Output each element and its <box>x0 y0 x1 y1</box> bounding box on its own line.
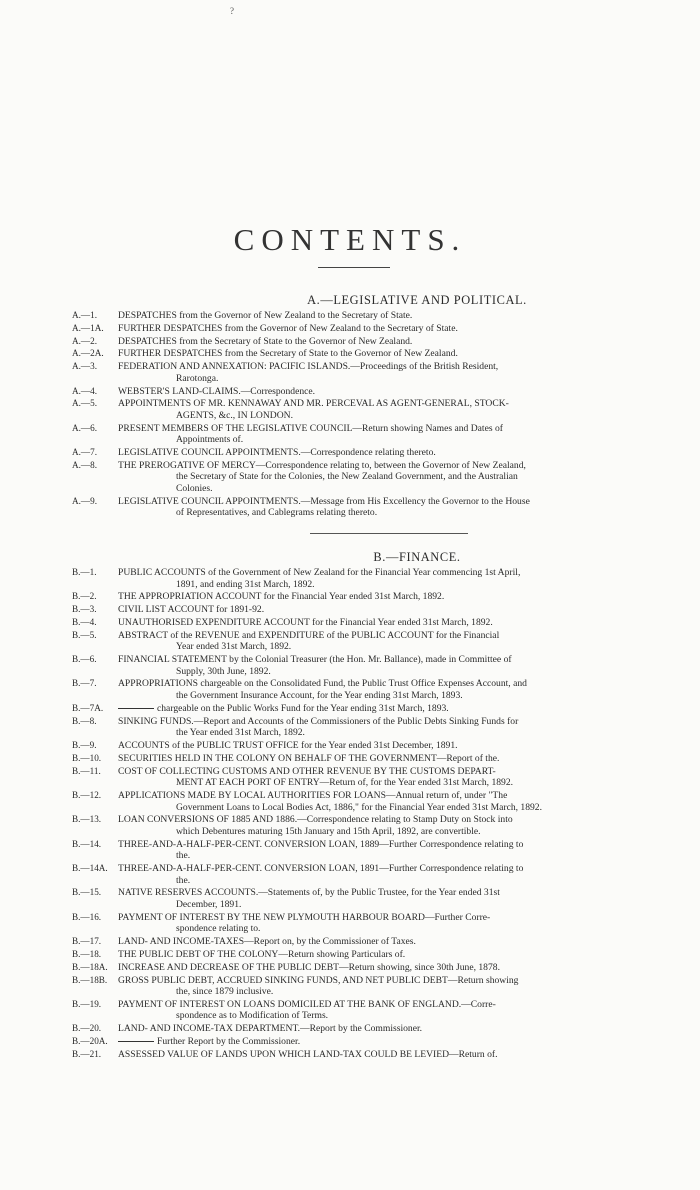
entry-code: A.—6. <box>72 422 98 433</box>
entry-code: B.—3. <box>72 604 97 615</box>
entry-code: A.—3. <box>72 361 98 372</box>
contents-entry <box>72 310 692 322</box>
entry-code: B.—17. <box>72 936 102 947</box>
entry-text <box>118 447 692 459</box>
contents-entry <box>72 703 692 715</box>
entry-code: A.—8. <box>72 459 98 470</box>
entry-code: B.—10. <box>72 752 102 763</box>
entry-line: COST OF COLLECTING CUSTOMS AND OTHER REVENUE BY THE CUSTOMS DEPART- <box>118 765 496 777</box>
entry-line: PRESENT MEMBERS OF THE LEGISLATIVE COUNCIL—Return showing Names and Dates of <box>118 422 503 434</box>
contents-entry <box>72 1023 692 1035</box>
contents-entry <box>72 496 692 519</box>
entry-line: APPROPRIATIONS chargeable on the Consolidated Fund, the Public Trust Office Expenses Account, and <box>118 678 527 690</box>
section-legislative <box>72 290 692 1062</box>
entry-text <box>118 591 692 603</box>
entry-line: PUBLIC ACCOUNTS of the Government of New Zealand for the Financial Year commencing 1st April, <box>118 566 521 578</box>
entry-text <box>118 323 692 335</box>
entry-line: PAYMENT OF INTEREST ON LOANS DOMICILED AT THE BANK OF ENGLAND.—Corre- <box>118 998 496 1010</box>
entry-text <box>118 1049 692 1061</box>
entry-code: B.—20. <box>72 1023 102 1034</box>
entry-text <box>118 567 692 590</box>
entry-continuation-line: which Debentures maturing 15th January and 15th April, 1892, are convertible. <box>176 825 481 837</box>
contents-entry <box>72 975 692 998</box>
entry-code: B.—9. <box>72 739 97 750</box>
entry-continuation-line: Year ended 31st March, 1892. <box>176 641 292 653</box>
entry-line: FEDERATION AND ANNEXATION: PACIFIC ISLANDS.—Proceedings of the British Resident, <box>118 361 499 373</box>
entry-text <box>118 398 692 421</box>
contents-entry <box>72 839 692 862</box>
entry-text <box>118 839 692 862</box>
entry-line: NATIVE RESERVES ACCOUNTS.—Statements of, by the Public Trustee, for the Year ended 31st <box>118 887 500 899</box>
entry-text <box>118 740 692 752</box>
entry-text <box>118 814 692 837</box>
entry-line: LAND- AND INCOME-TAX DEPARTMENT.—Report by the Commissioner. <box>118 1023 423 1035</box>
entry-text <box>118 766 692 789</box>
entry-text <box>118 386 692 398</box>
section-heading: B.—FINANCE. <box>373 549 461 564</box>
entry-code: A.—1A. <box>72 322 104 333</box>
entry-continuation-line: the Government Insurance Account, for the Year ending 31st March, 1893. <box>176 690 463 702</box>
entry-text <box>118 936 692 948</box>
entry-list <box>72 310 692 519</box>
entry-text <box>118 678 692 701</box>
entry-continuation-line: Supply, 30th June, 1892. <box>176 665 271 677</box>
entry-continuation-line: the, since 1879 inclusive. <box>176 986 274 998</box>
entry-line: PAYMENT OF INTEREST BY THE NEW PLYMOUTH HARBOUR BOARD—Further Corre- <box>118 911 491 923</box>
entry-text <box>118 1023 692 1035</box>
contents-entry <box>72 398 692 421</box>
entry-line: WEBSTER'S LAND-CLAIMS.—Correspondence. <box>118 385 316 397</box>
entry-line: LAND- AND INCOME-TAXES—Report on, by the Commissioner of Taxes. <box>118 936 416 948</box>
contents-entry <box>72 949 692 961</box>
entry-continuation-line: Appointments of. <box>176 434 244 446</box>
entry-line: ABSTRACT of the REVENUE and EXPENDITURE of the PUBLIC ACCOUNT for the Financial <box>118 629 500 641</box>
entry-line: FINANCIAL STATEMENT by the Colonial Treasurer (the Hon. Mr. Ballance), made in Committee of <box>118 654 512 666</box>
entry-text <box>118 348 692 360</box>
entry-line: FURTHER DESPATCHES from the Secretary of State to the Governor of New Zealand. <box>118 348 458 360</box>
entry-text <box>118 310 692 322</box>
entry-code: B.—15. <box>72 887 102 898</box>
entry-code: B.—18. <box>72 948 102 959</box>
entry-code: B.—2. <box>72 591 97 602</box>
entry-line: THE PREROGATIVE OF MERCY—Correspondence relating to, between the Governor of New Zealand, <box>118 459 526 471</box>
entry-text <box>118 863 692 886</box>
entry-line: Further Report by the Commissioner. <box>118 1036 300 1047</box>
entry-code: A.—4. <box>72 385 98 396</box>
entry-continuation-line: Government Loans to Local Bodies Act, 1886," for the Financial Year ended 31st March, 1892. <box>176 801 543 813</box>
entry-text <box>118 361 692 384</box>
contents-entry <box>72 999 692 1022</box>
entry-line: chargeable on the Public Works Fund for the Year ending 31st March, 1893. <box>118 703 449 714</box>
entry-code: B.—6. <box>72 654 97 665</box>
entry-text <box>118 604 692 616</box>
entry-line: ACCOUNTS of the PUBLIC TRUST OFFICE for the Year ended 31st December, 1891. <box>118 739 458 751</box>
entry-line: INCREASE AND DECREASE OF THE PUBLIC DEBT—Return showing, since 30th June, 1878. <box>118 961 500 973</box>
entry-text <box>118 617 692 629</box>
entry-code: B.—18B. <box>72 974 108 985</box>
ditto-dash <box>118 708 154 709</box>
entry-text <box>118 716 692 739</box>
entry-text <box>118 912 692 935</box>
contents-entry <box>72 567 692 590</box>
entry-code: B.—14. <box>72 838 102 849</box>
contents-entry <box>72 323 692 335</box>
contents-entry <box>72 962 692 974</box>
section-heading: A.—LEGISLATIVE AND POLITICAL. <box>307 293 527 307</box>
entry-line: APPLICATIONS MADE BY LOCAL AUTHORITIES FOR LOANS—Annual return of, under "The <box>118 789 508 801</box>
entry-code: B.—11. <box>72 765 101 776</box>
entry-code: B.—14A. <box>72 863 108 874</box>
contents-entry <box>72 1049 692 1061</box>
entry-line: UNAUTHORISED EXPENDITURE ACCOUNT for the Financial Year ended 31st March, 1892. <box>118 616 493 628</box>
contents-entry <box>72 591 692 603</box>
contents-entry <box>72 753 692 765</box>
contents-entry <box>72 936 692 948</box>
ditto-dash <box>118 1041 154 1042</box>
contents-entry <box>72 423 692 446</box>
entry-line: GROSS PUBLIC DEBT, ACCRUED SINKING FUNDS, AND NET PUBLIC DEBT—Return showing <box>118 974 519 986</box>
contents-entry <box>72 912 692 935</box>
entry-continuation-line: spondence relating to. <box>176 923 261 935</box>
entry-code: A.—7. <box>72 447 98 458</box>
entry-text <box>118 753 692 765</box>
contents-entry <box>72 604 692 616</box>
entry-line: ASSESSED VALUE OF LANDS UPON WHICH LAND-TAX COULD BE LEVIED—Return of. <box>118 1048 498 1060</box>
contents-entry <box>72 630 692 653</box>
entry-continuation-line: the Year ended 31st March, 1892. <box>176 727 305 739</box>
contents-entry <box>72 386 692 398</box>
entry-line: SINKING FUNDS.—Report and Accounts of the Commissioners of the Public Debts Sinking Funds for <box>118 715 519 727</box>
entry-code: A.—9. <box>72 495 98 506</box>
entry-text <box>118 460 692 495</box>
entry-text <box>118 949 692 961</box>
page-mark: ? <box>230 6 234 16</box>
entry-continuation-line: Colonies. <box>176 483 213 494</box>
contents-entry <box>72 361 692 384</box>
entry-text <box>118 336 692 348</box>
entry-continuation-line: the. <box>176 850 191 862</box>
entry-code: B.—12. <box>72 789 102 800</box>
title-rule <box>318 267 390 268</box>
contents-entry <box>72 460 692 495</box>
entry-code: B.—13. <box>72 814 102 825</box>
entry-code: B.—7A. <box>72 702 104 713</box>
entry-text <box>118 1036 692 1048</box>
contents-entry <box>72 348 692 360</box>
entry-continuation-line: spondence as to Modification of Terms. <box>176 1010 329 1022</box>
entry-line: THE APPROPRIATION ACCOUNT for the Financial Year ended 31st March, 1892. <box>118 591 445 603</box>
contents-entry <box>72 790 692 813</box>
contents-entry <box>72 814 692 837</box>
contents-entry <box>72 740 692 752</box>
entry-text <box>118 703 692 715</box>
entry-continuation-line: December, 1891. <box>176 899 242 910</box>
entry-code: B.—18A. <box>72 961 108 972</box>
entry-text <box>118 999 692 1022</box>
entry-line: LOAN CONVERSIONS OF 1885 AND 1886.—Correspondence relating to Stamp Duty on Stock into <box>118 814 513 826</box>
entry-line: THREE-AND-A-HALF-PER-CENT. CONVERSION LOAN, 1891—Further Correspondence relating to <box>118 863 524 875</box>
entry-line: APPOINTMENTS OF MR. KENNAWAY AND MR. PERCEVAL AS AGENT-GENERAL, STOCK- <box>118 398 509 410</box>
entry-text <box>118 790 692 813</box>
entry-continuation-line: 1891, and ending 31st March, 1892. <box>176 578 315 590</box>
entry-code: B.—21. <box>72 1048 102 1059</box>
entry-list <box>72 567 692 1060</box>
entry-line: THREE-AND-A-HALF-PER-CENT. CONVERSION LOAN, 1889—Further Correspondence relating to <box>118 838 524 850</box>
entry-code: A.—2A. <box>72 348 104 359</box>
entry-continuation-line: MENT AT EACH PORT OF ENTRY—Return of, for the Year ended 31st March, 1892. <box>176 777 514 789</box>
contents-entry <box>72 654 692 677</box>
entry-text <box>118 975 692 998</box>
entry-code: A.—2. <box>72 335 98 346</box>
entry-line: THE PUBLIC DEBT OF THE COLONY—Return showing Particulars of. <box>118 948 406 960</box>
entry-line: DESPATCHES from the Secretary of State to the Governor of New Zealand. <box>118 335 413 347</box>
entry-continuation-line: AGENTS, &c., IN LONDON. <box>176 409 293 421</box>
entry-text <box>118 887 692 910</box>
entry-code: B.—1. <box>72 566 97 577</box>
entry-line: LEGISLATIVE COUNCIL APPOINTMENTS.—Message from His Excellency the Governor to the House <box>118 495 530 507</box>
entry-code: B.—4. <box>72 616 97 627</box>
entry-code: B.—19. <box>72 998 102 1009</box>
contents-entry <box>72 617 692 629</box>
entry-code: A.—1. <box>72 310 98 320</box>
entry-line: DESPATCHES from the Governor of New Zealand to the Secretary of State. <box>118 310 413 321</box>
entry-code: B.—16. <box>72 911 102 922</box>
entry-continuation-line: the. <box>176 874 191 886</box>
entry-text <box>118 423 692 446</box>
section-divider <box>310 533 468 534</box>
entry-code: B.—7. <box>72 678 97 689</box>
entry-text <box>118 962 692 974</box>
entry-text <box>118 496 692 519</box>
page-title: CONTENTS. <box>233 222 467 257</box>
entry-continuation-line: Rarotonga. <box>176 372 219 384</box>
entry-code: B.—5. <box>72 629 97 640</box>
contents-entry <box>72 1036 692 1048</box>
entry-line: CIVIL LIST ACCOUNT for 1891-92. <box>118 604 265 616</box>
contents-entry <box>72 336 692 348</box>
contents-entry <box>72 887 692 910</box>
entry-code: B.—20A. <box>72 1036 108 1047</box>
entry-continuation-line: of Representatives, and Cablegrams relating thereto. <box>176 507 378 519</box>
entry-line: SECURITIES HELD IN THE COLONY ON BEHALF OF THE GOVERNMENT—Report of the. <box>118 752 500 764</box>
contents-entry <box>72 863 692 886</box>
contents-entry <box>72 766 692 789</box>
contents-entry <box>72 447 692 459</box>
contents-entry <box>72 716 692 739</box>
contents-entry <box>72 678 692 701</box>
entry-line: LEGISLATIVE COUNCIL APPOINTMENTS.—Correspondence relating thereto. <box>118 447 436 459</box>
entry-code: A.—5. <box>72 398 98 409</box>
entry-text <box>118 654 692 677</box>
entry-text <box>118 630 692 653</box>
entry-continuation-line: the Secretary of State for the Colonies, the New Zealand Government, and the Australian <box>176 471 518 483</box>
entry-line: FURTHER DESPATCHES from the Governor of New Zealand to the Secretary of State. <box>118 322 458 334</box>
entry-code: B.—8. <box>72 715 97 726</box>
